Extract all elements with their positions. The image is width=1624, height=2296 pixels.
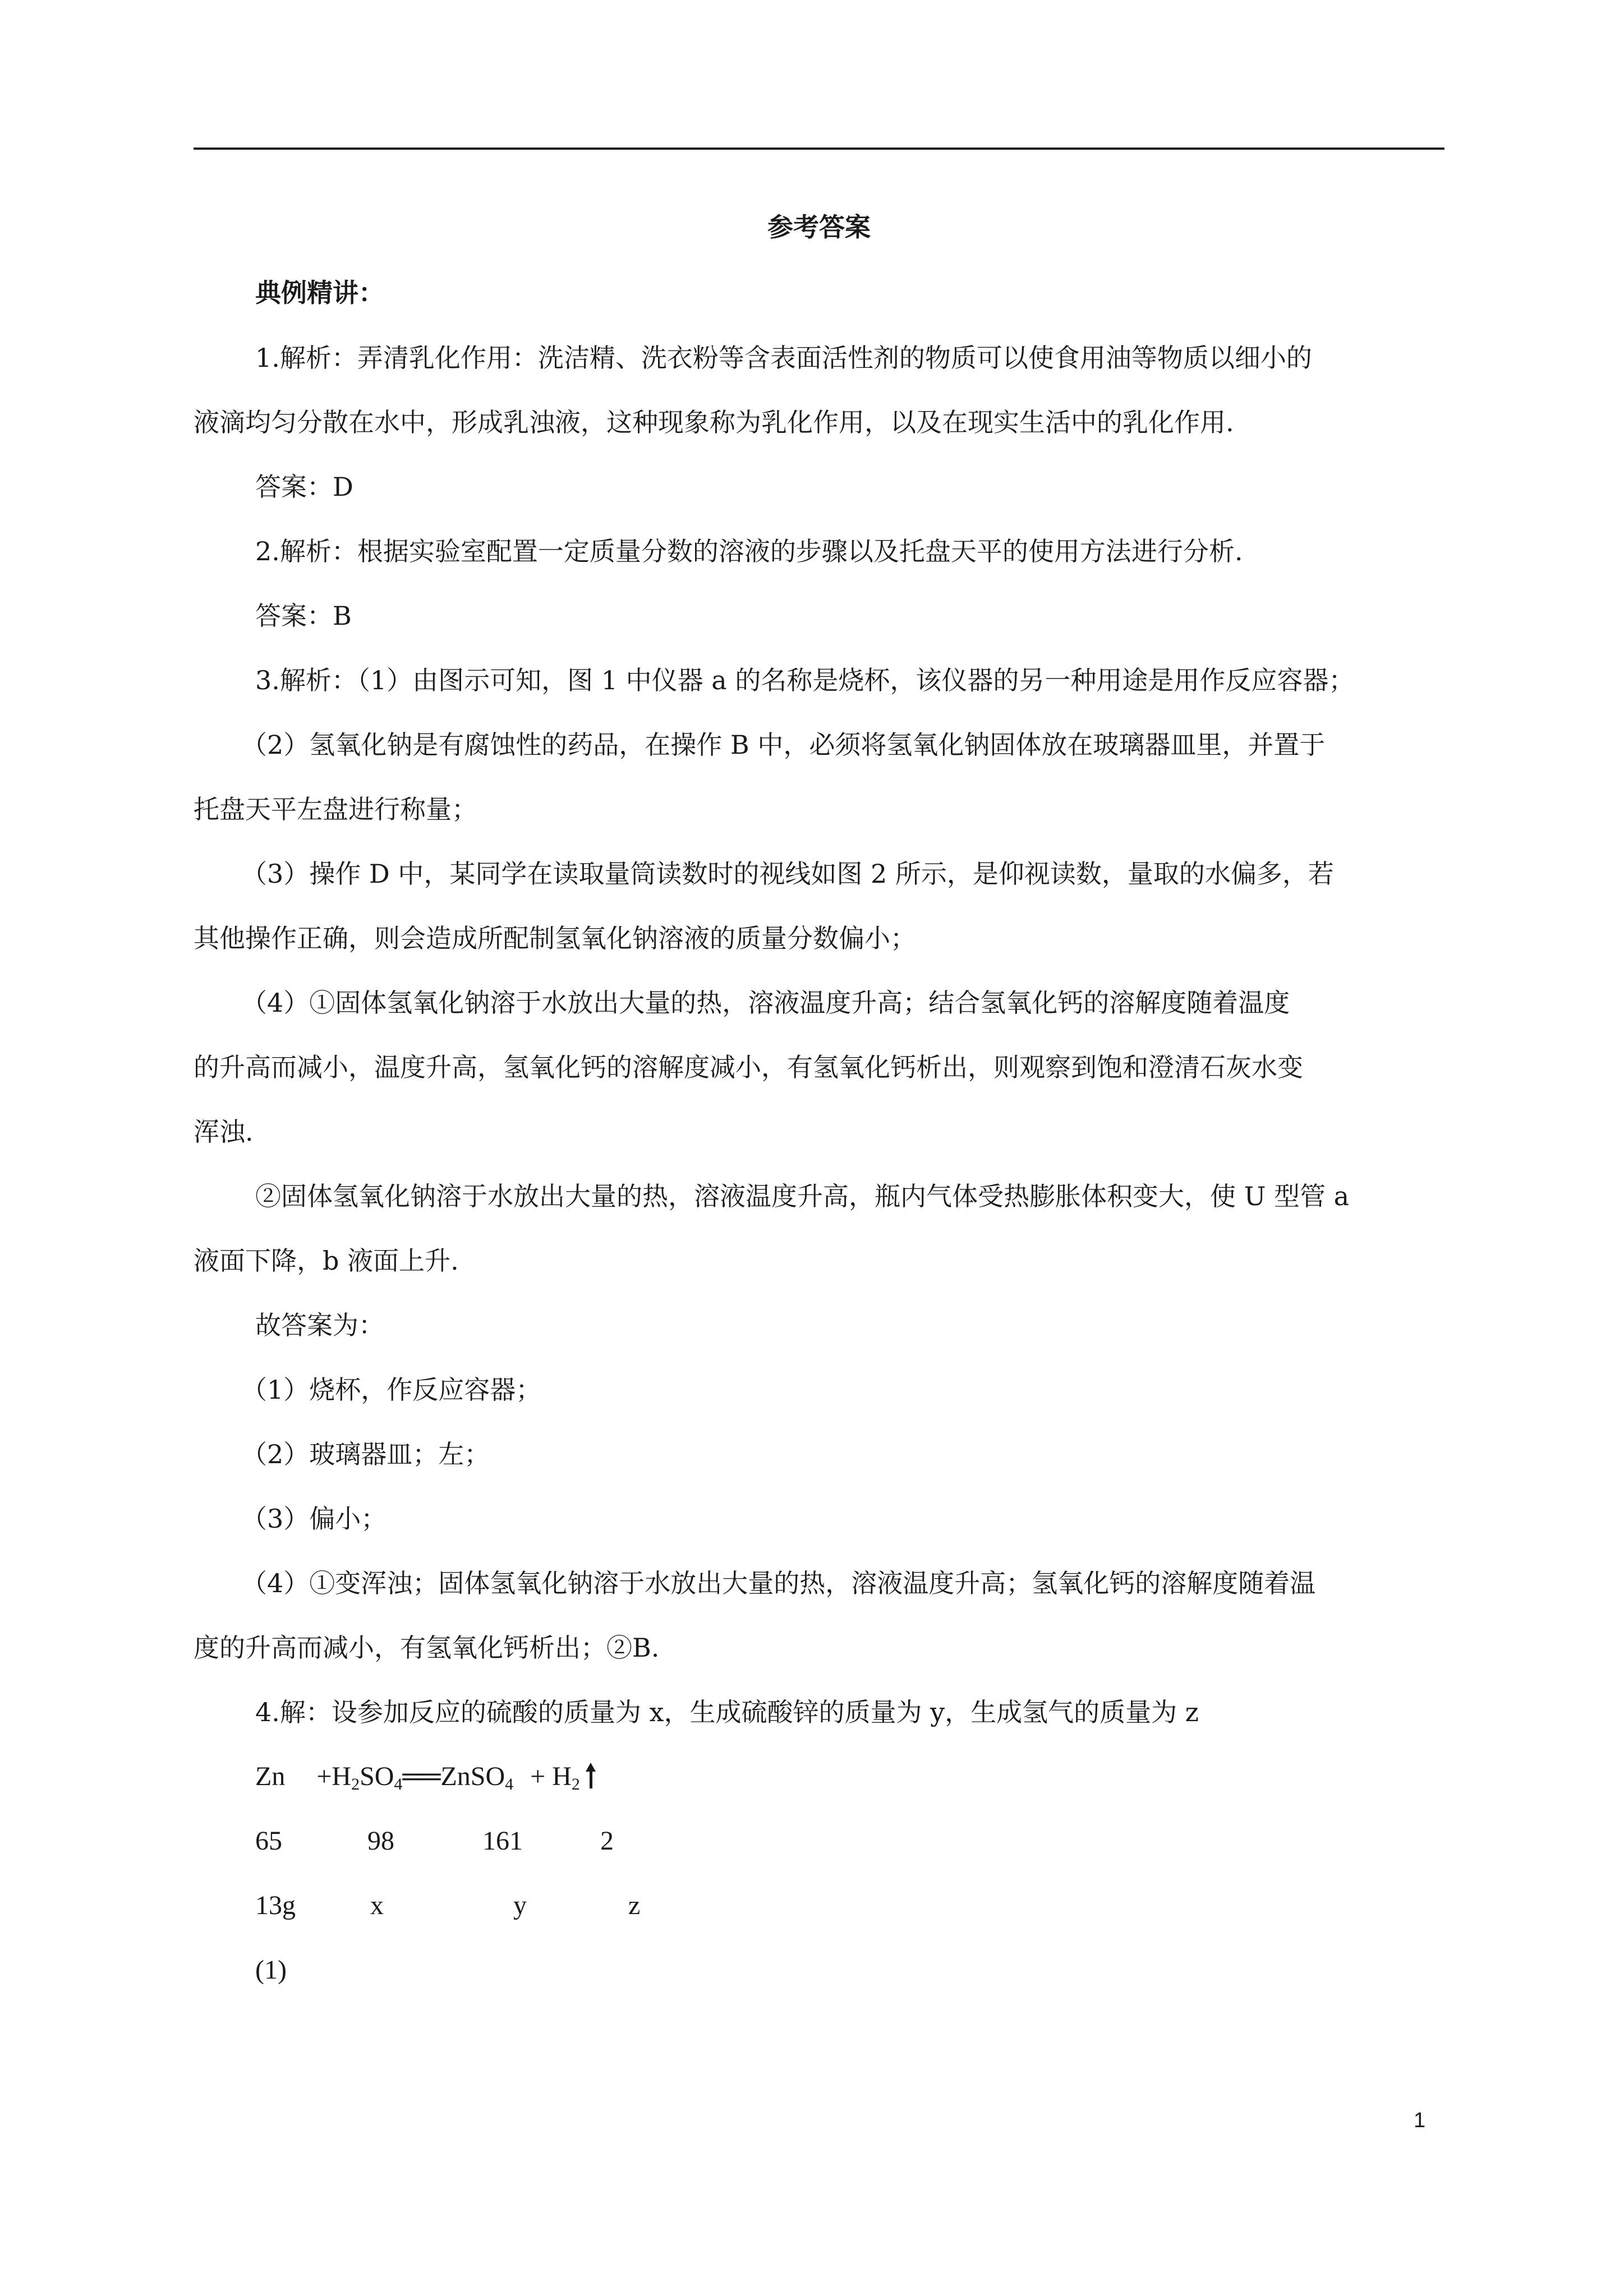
- equation-znso4: ══ZnSO$_4$: [402, 1762, 514, 1794]
- section-heading: 典例精讲：: [255, 278, 384, 308]
- text-line: 2.解析：根据实验室配置一定质量分数的溶液的步骤以及托盘天平的使用方法进行分析.: [255, 536, 1243, 566]
- text-line: 4.解：设参加反应的硫酸的质量为 x，生成硫酸锌的质量为 y，生成氢气的质量为 z: [255, 1697, 1199, 1727]
- answer-line: 答案：B: [255, 601, 352, 631]
- mass-zn: 65: [255, 1826, 282, 1856]
- unknown-y: y: [513, 1891, 527, 1920]
- unknown-x: x: [370, 1891, 384, 1920]
- part-label: (1): [255, 1955, 287, 1985]
- text-line: （3）操作 D 中，某同学在读取量筒读数时的视线如图 2 所示，是仰视读数，量取的水偏多，若: [241, 859, 1334, 889]
- gas-up-arrow-icon: [586, 1763, 596, 1788]
- answer-line: 答案：D: [255, 472, 353, 502]
- text-line: ②固体氢氧化钠溶于水放出大量的热，溶液温度升高，瓶内气体受热膨胀体积变大，使 U 型管 a: [255, 1181, 1350, 1211]
- text-line: 液滴均匀分散在水中，形成乳浊液，这种现象称为乳化作用，以及在现实生活中的乳化作用.: [194, 407, 1234, 437]
- mass-h2: 2: [600, 1826, 614, 1856]
- page-title: 参考答案: [767, 212, 871, 242]
- text-line: 3.解析：（1）由图示可知，图 1 中仪器 a 的名称是烧杯，该仪器的另一种用途是用作反应容器；: [255, 665, 1355, 695]
- text-line: 1.解析：弄清乳化作用：洗洁精、洗衣粉等含表面活性剂的物质可以使食用油等物质以细小的: [255, 343, 1312, 373]
- text-line: 度的升高而减小，有氢氧化钙析出；②B.: [194, 1633, 660, 1663]
- text-line: （3）偏小；: [241, 1504, 387, 1534]
- text-line: 液面下降，b 液面上升.: [194, 1246, 459, 1276]
- known-zn: 13g: [255, 1891, 296, 1920]
- mass-h2so4: 98: [367, 1826, 394, 1856]
- text-line: （4）①固体氢氧化钠溶于水放出大量的热，溶液温度升高；结合氢氧化钙的溶解度随着温度: [241, 988, 1290, 1018]
- equation-h2so4: $+H_2SO_4$: [316, 1762, 403, 1794]
- text-line: （2）玻璃器皿；左；: [241, 1439, 490, 1469]
- text-line: 的升高而减小，温度升高，氢氧化钙的溶解度减小，有氢氧化钙析出，则观察到饱和澄清石灰水变: [194, 1052, 1303, 1082]
- text-line: 故答案为：: [255, 1310, 384, 1340]
- equation-zn: Zn: [255, 1762, 286, 1791]
- text-line: （2）氢氧化钠是有腐蚀性的药品，在操作 B 中，必须将氢氧化钠固体放在玻璃器皿里，并置于: [241, 730, 1326, 760]
- text-line: 其他操作正确，则会造成所配制氢氧化钠溶液的质量分数偏小；: [194, 923, 916, 953]
- mass-znso4: 161: [482, 1826, 523, 1856]
- text-line: （4）①变浑浊；固体氢氧化钠溶于水放出大量的热，溶液温度升高；氢氧化钙的溶解度随着温: [241, 1568, 1316, 1598]
- text-line: （1）烧杯，作反应容器；: [241, 1375, 542, 1405]
- page-number: 1: [1414, 2109, 1426, 2132]
- text-line: 托盘天平左盘进行称量；: [194, 794, 477, 824]
- text-line: 浑浊.: [194, 1117, 254, 1147]
- unknown-z: z: [628, 1891, 641, 1920]
- chemical-equation: [255, 1760, 596, 1794]
- header-rule: [194, 147, 1444, 150]
- equation-h2: + $H_2$: [530, 1762, 580, 1794]
